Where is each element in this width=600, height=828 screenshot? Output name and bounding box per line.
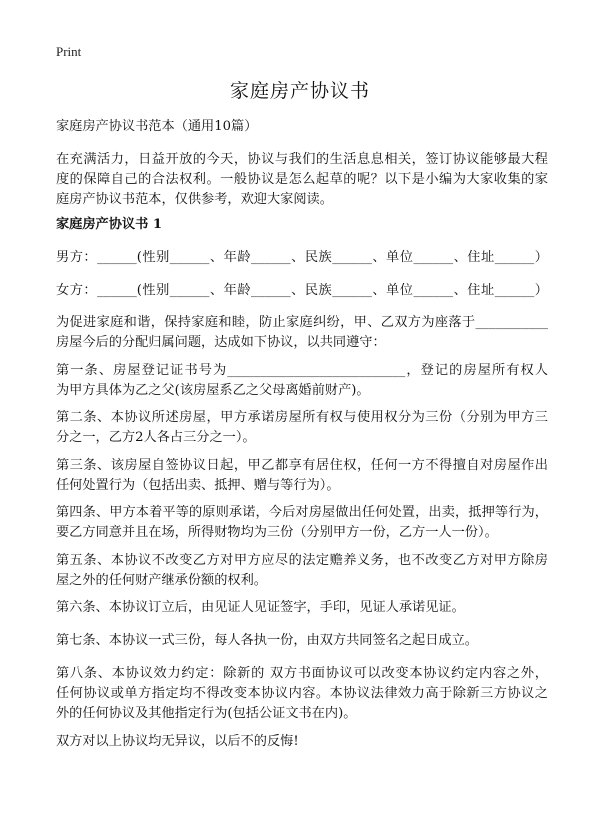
article-4 bbox=[56, 503, 548, 543]
article-line: 分之一，乙方2人各占三分之一）。 bbox=[56, 430, 256, 445]
male-party-line bbox=[56, 248, 548, 268]
article-line: 第三条、该房屋自签协议日起，甲乙都享有居住权，任何一方不得擅自对房屋作出 bbox=[56, 458, 548, 473]
article-line: 第七条、本协议一式三份，每人各执一份，由双方共同签名之起日成立。 bbox=[56, 633, 478, 648]
female-party-text: 女方：______(性别______、年龄______、民族______、单位______、住址______） bbox=[56, 283, 548, 298]
closing-statement bbox=[56, 732, 548, 752]
article-line: 第五条、本协议不改变乙方对甲方应尽的法定赡养义务，也不改变乙方对甲方除房 bbox=[56, 553, 548, 568]
article-line: 要乙方同意并且在场，所得财物均为三份（分别甲方一份，乙方一人一份）。 bbox=[56, 525, 498, 540]
article-line: 外的任何协议及其他指定行为(包括公证文书在内)。 bbox=[56, 706, 357, 721]
article-line: 屋之外的任何财产继承份额的权利。 bbox=[56, 573, 267, 588]
closing-text: 双方对以上协议均无异议，以后不的反悔! bbox=[56, 734, 299, 749]
intro-line: 度的保障自己的合法权利。一般协议是怎么起草的呢？以下是小编为大家收集的家 bbox=[56, 172, 548, 187]
preamble-line: 为促进家庭和谐，保持家庭和睦，防止家庭纠纷，甲、乙双方为座落于___________ bbox=[56, 315, 548, 330]
section-heading-text: 家庭房产协议书 1 bbox=[56, 217, 163, 232]
article-line: 第六条、本协议订立后，由见证人见证签字，手印，见证人承诺见证。 bbox=[56, 600, 465, 615]
document-subtitle bbox=[56, 117, 548, 137]
print-link[interactable]: Print bbox=[56, 44, 82, 59]
article-6 bbox=[56, 598, 548, 618]
intro-paragraph bbox=[56, 150, 548, 210]
article-8 bbox=[56, 664, 548, 724]
article-line: 第一条、房屋登记证书号为___________________________，登记的房屋所有权人 bbox=[56, 363, 548, 378]
document-title: 家庭房产协议书 bbox=[229, 80, 370, 102]
male-party-text: 男方：______(性别______、年龄______、民族______、单位______、住址______） bbox=[56, 250, 548, 265]
article-7 bbox=[56, 631, 548, 651]
article-line: 任何协议或单方指定均不得改变本协议内容。本协议法律效力高于除新三方协议之 bbox=[56, 686, 548, 701]
article-2 bbox=[56, 408, 548, 448]
article-3 bbox=[56, 456, 548, 496]
article-5 bbox=[56, 551, 548, 591]
article-line: 第八条、本协议效力约定：除新的 双方书面协议可以改变本协议约定内容之外， bbox=[56, 666, 548, 681]
subtitle-text: 家庭房产协议书范本（通用10篇） bbox=[56, 119, 258, 134]
intro-line: 在充满活力，日益开放的今天，协议与我们的生活息息相关，签订协议能够最大程 bbox=[56, 152, 548, 167]
section-heading bbox=[56, 215, 548, 235]
article-1 bbox=[56, 361, 548, 401]
article-line: 第四条、甲方本着平等的原则承诺，今后对房屋做出任何处置，出卖，抵押等行为， bbox=[56, 505, 548, 520]
article-line: 任何处置行为（包括出卖、抵押、赠与等行为）。 bbox=[56, 478, 340, 493]
preamble-line: 房屋今后的分配归属问题，达成如下协议，以共同遵守： bbox=[56, 335, 386, 350]
article-line: 第二条、本协议所述房屋，甲方承诺房屋所有权与使用权分为三份（分别为甲方三 bbox=[56, 410, 548, 425]
article-line: 为甲方具体为乙之父(该房屋系乙之父母离婚前财产)。 bbox=[56, 383, 370, 398]
intro-line: 庭房产协议书范本，仅供参考，欢迎大家阅读。 bbox=[56, 192, 333, 207]
female-party-line bbox=[56, 281, 548, 301]
preamble-paragraph bbox=[56, 313, 548, 353]
